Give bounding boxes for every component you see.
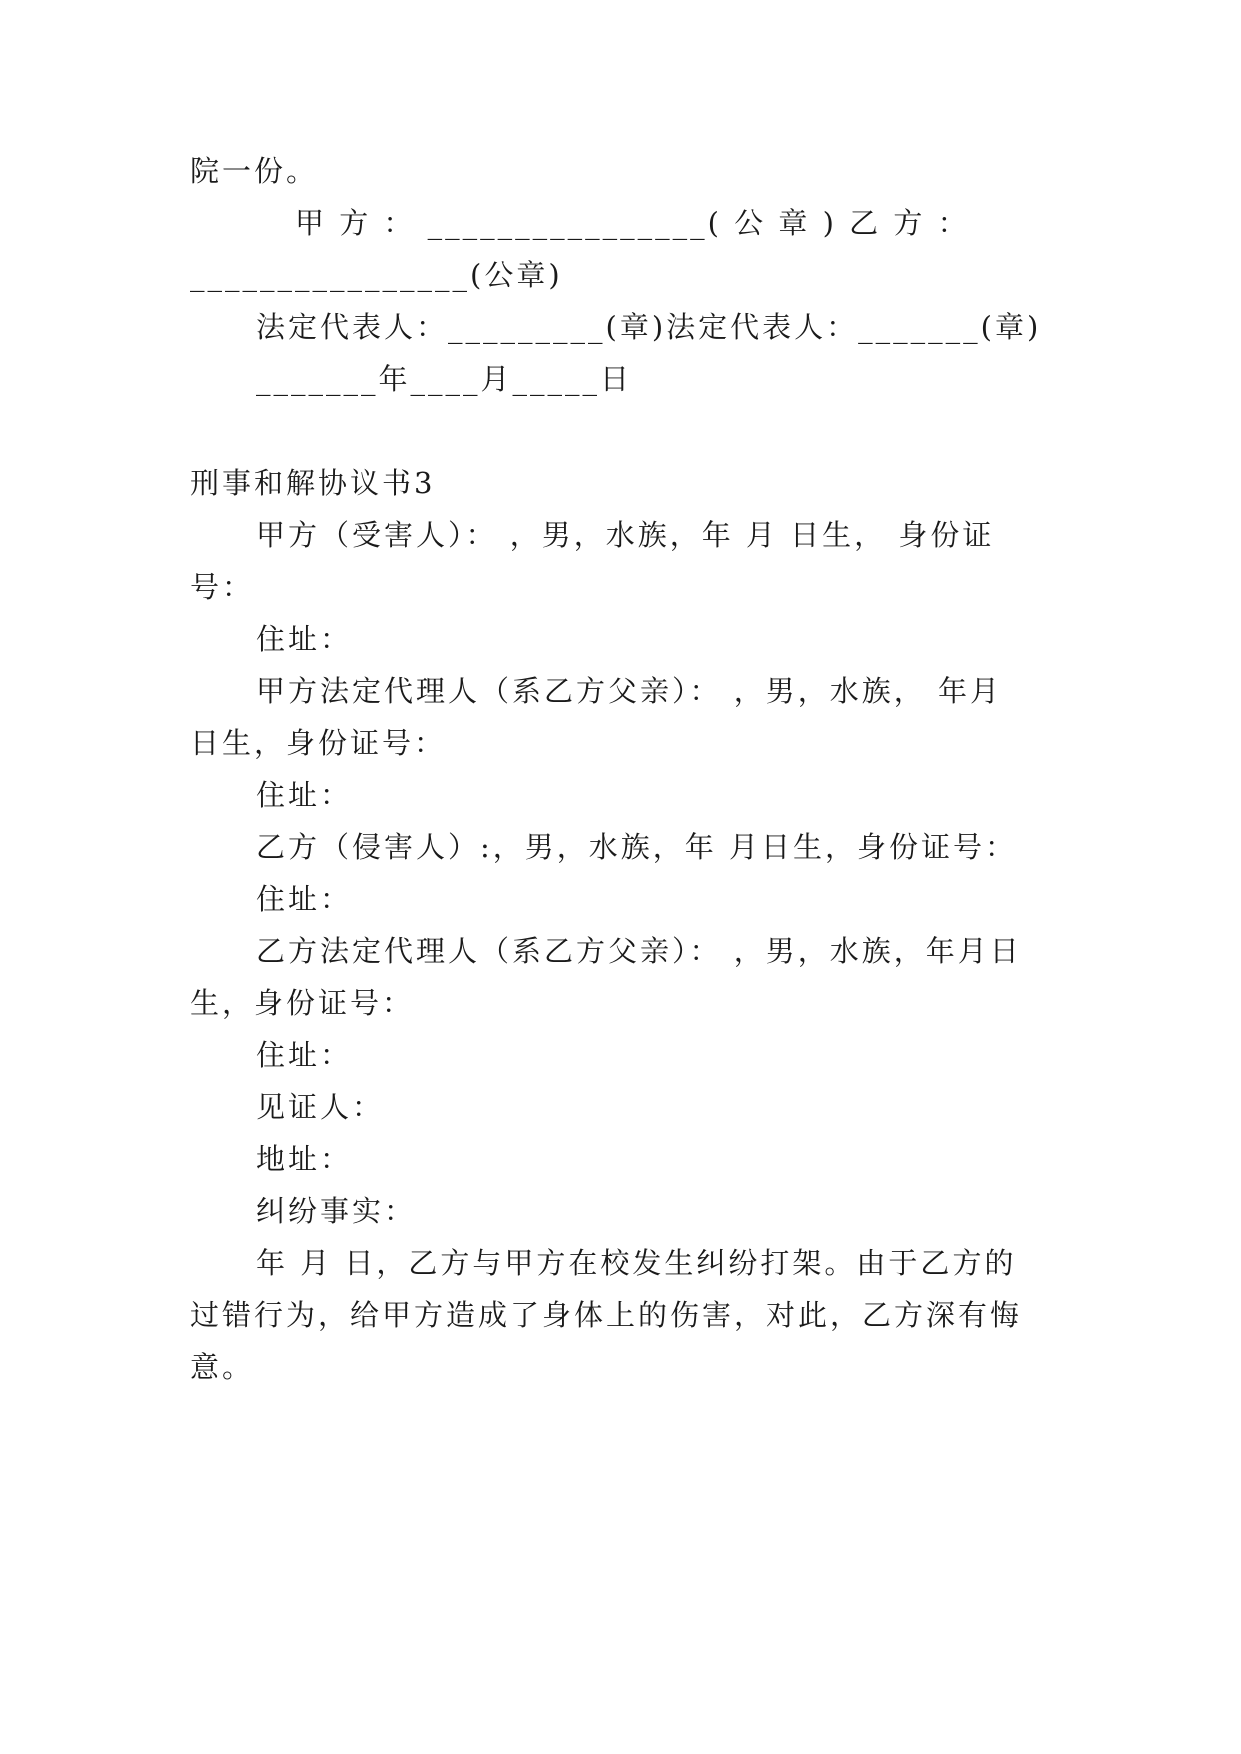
text-line: 过错行为，给甲方造成了身体上的伤害，对此，乙方深有悔 xyxy=(190,1298,1023,1332)
section-title: 刑事和解协议书3 xyxy=(190,466,436,500)
text-line: 见证人： xyxy=(256,1090,385,1124)
text-line: 日生，身份证号： xyxy=(190,726,447,760)
text-line: 年 月 日，乙方与甲方在校发生纠纷打架。由于乙方的 xyxy=(256,1246,1017,1280)
text-line: 甲方（受害人）： ，男，水族，年 月 日生， 身份证 xyxy=(256,518,995,552)
text-line: 号： xyxy=(190,570,255,604)
signature-line-party-a-b: 甲 方 ： ________________( 公 章 ) 乙 方 ： xyxy=(295,206,970,240)
text-line: 住址： xyxy=(256,778,353,812)
signature-line-seal: ________________(公章) xyxy=(190,258,563,292)
text-line: 乙方（侵害人）:，男，水族，年 月日生，身份证号： xyxy=(256,830,1017,864)
text-line: 生，身份证号： xyxy=(190,986,415,1020)
text-line: 住址： xyxy=(256,1038,353,1072)
text-line: 甲方法定代理人（系乙方父亲）： ，男，水族， 年月 xyxy=(256,674,1002,708)
legal-representative-line: 法定代表人：_________(章)法定代表人：_______(章) xyxy=(256,310,1042,344)
text-line: 住址： xyxy=(256,622,353,656)
text-line: 住址： xyxy=(256,882,353,916)
text-line: 地址： xyxy=(256,1142,353,1176)
text-line: 院一份。 xyxy=(190,154,319,188)
text-line: 乙方法定代理人（系乙方父亲）： ，男，水族，年月日 xyxy=(256,934,1022,968)
date-line: _______年____月_____日 xyxy=(256,362,633,396)
text-line: 意。 xyxy=(190,1350,255,1384)
text-line: 纠纷事实： xyxy=(256,1194,417,1228)
